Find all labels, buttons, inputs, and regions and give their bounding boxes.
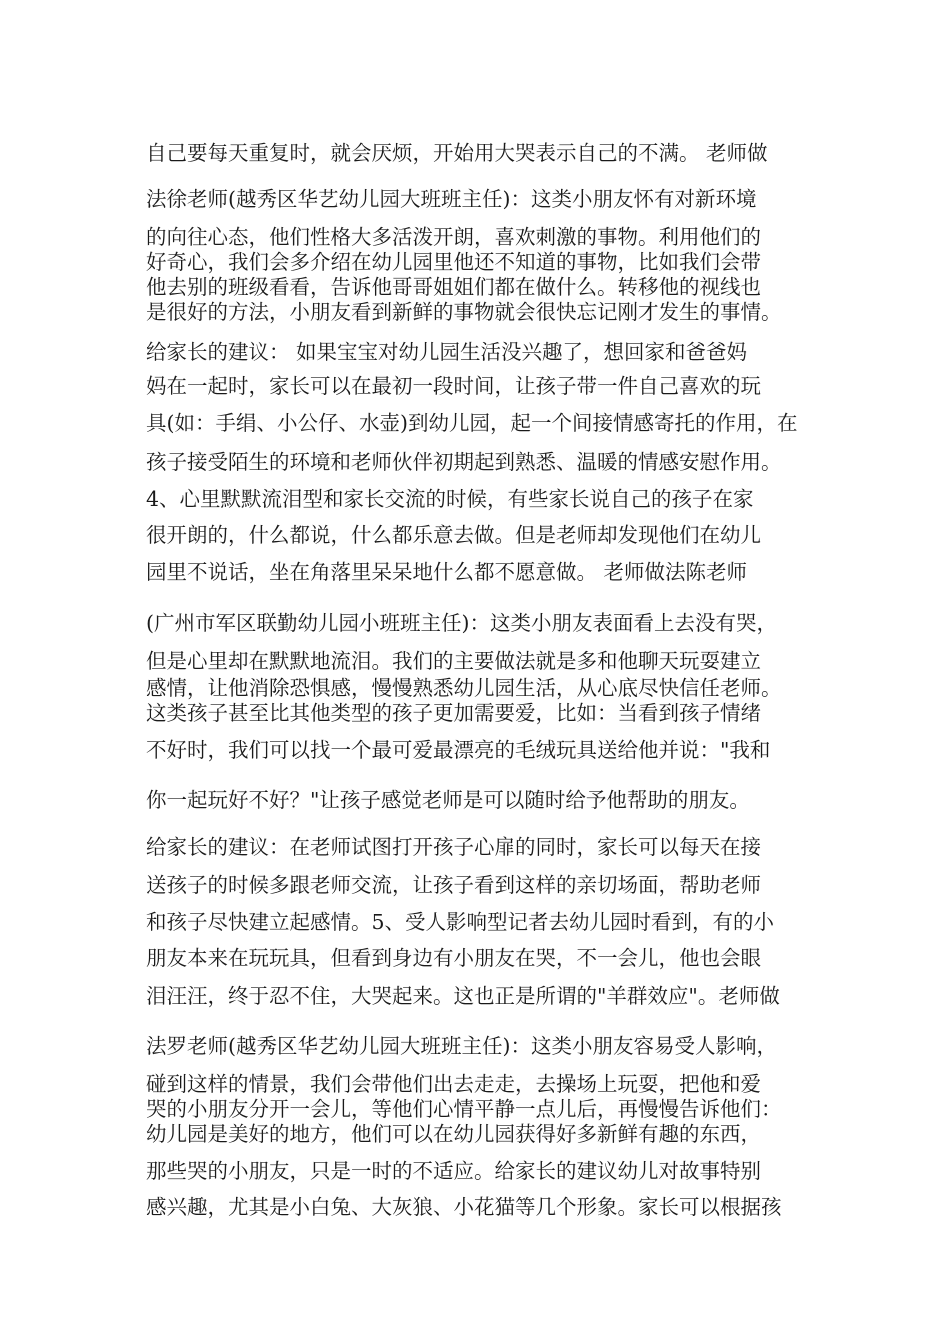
text-line: 园里不说话，坐在角落里呆呆地什么都不愿意做。 老师做法陈老师 xyxy=(146,560,748,584)
text-line: 很开朗的，什么都说，什么都乐意去做。但是老师却发现他们在幼儿 xyxy=(146,523,761,547)
text-line: 自己要每天重复时，就会厌烦，开始用大哭表示自己的不满。 老师做 xyxy=(146,141,768,165)
text-line: 具(如：手绢、小公仔、水壶)到幼儿园，起一个间接情感寄托的作用，在 xyxy=(146,411,798,435)
text-line: 好奇心，我们会多介绍在幼儿园里他还不知道的事物，比如我们会带 xyxy=(146,250,761,274)
text-line: 但是心里却在默默地流泪。我们的主要做法就是多和他聊天玩耍建立 xyxy=(146,649,761,673)
text-line: 朋友本来在玩玩具，但看到身边有小朋友在哭，不一会儿，他也会眼 xyxy=(146,946,761,970)
text-line: 4、心里默默流泪型和家长交流的时候，有些家长说自己的孩子在家 xyxy=(146,487,754,511)
text-line: 感兴趣，尤其是小白兔、大灰狼、小花猫等几个形象。家长可以根据孩 xyxy=(146,1195,782,1219)
text-line: 给家长的建议： 如果宝宝对幼儿园生活没兴趣了，想回家和爸爸妈 xyxy=(146,340,748,364)
text-line: 送孩子的时候多跟老师交流，让孩子看到这样的亲切场面，帮助老师 xyxy=(146,873,761,897)
text-line: 不好时，我们可以找一个最可爱最漂亮的毛绒玩具送给他并说："我和 xyxy=(146,738,771,762)
text-line: 的向往心态，他们性格大多活泼开朗，喜欢刺激的事物。利用他们的 xyxy=(146,225,761,249)
text-line: 和孩子尽快建立起感情。5、受人影响型记者去幼儿园时看到，有的小 xyxy=(146,910,775,934)
text-line: 妈在一起时，家长可以在最初一段时间，让孩子带一件自己喜欢的玩 xyxy=(146,374,761,398)
text-line: 孩子接受陌生的环境和老师伙伴初期起到熟悉、温暖的情感安慰作用。 xyxy=(146,450,782,474)
text-line: 他去别的班级看看，告诉他哥哥姐姐们都在做什么。转移他的视线也 xyxy=(146,275,761,299)
text-line: 你一起玩好不好？"让孩子感觉老师是可以随时给予他帮助的朋友。 xyxy=(146,788,750,812)
text-line: 法罗老师(越秀区华艺幼儿园大班班主任)：这类小朋友容易受人影响， xyxy=(146,1034,777,1058)
text-line: (广州市军区联勤幼儿园小班班主任)：这类小朋友表面看上去没有哭， xyxy=(146,611,777,635)
text-line: 哭的小朋友分开一会儿，等他们心情平静一点儿后，再慢慢告诉他们： xyxy=(146,1097,782,1121)
text-line: 是很好的方法，小朋友看到新鲜的事物就会很快忘记刚才发生的事情。 xyxy=(146,300,782,324)
text-line: 法徐老师(越秀区华艺幼儿园大班班主任)：这类小朋友怀有对新环境 xyxy=(146,187,757,211)
text-line: 幼儿园是美好的地方，他们可以在幼儿园获得好多新鲜有趣的东西， xyxy=(146,1122,761,1146)
text-line: 泪汪汪，终于忍不住，大哭起来。这也正是所谓的"羊群效应"。老师做 xyxy=(146,984,780,1008)
text-line: 感情，让他消除恐惧感，慢慢熟悉幼儿园生活，从心底尽快信任老师。 xyxy=(146,676,782,700)
text-line: 那些哭的小朋友，只是一时的不适应。给家长的建议幼儿对故事特别 xyxy=(146,1159,761,1183)
text-line: 碰到这样的情景，我们会带他们出去走走，去操场上玩耍，把他和爱 xyxy=(146,1072,761,1096)
text-line: 给家长的建议：在老师试图打开孩子心扉的同时，家长可以每天在接 xyxy=(146,835,761,859)
text-line: 这类孩子甚至比其他类型的孩子更加需要爱，比如：当看到孩子情绪 xyxy=(146,701,761,725)
